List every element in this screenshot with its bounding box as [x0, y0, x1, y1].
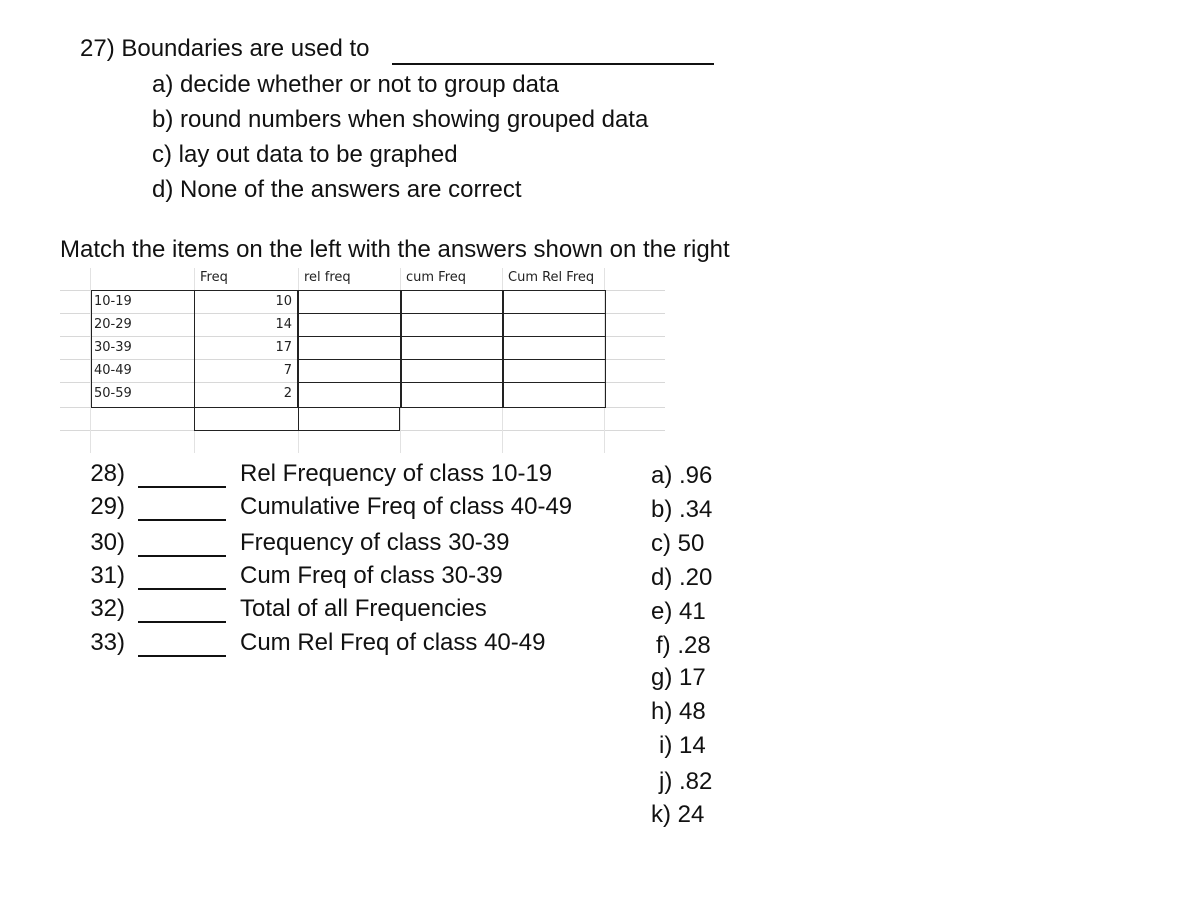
class-30-39: 30-39	[94, 340, 132, 355]
header-cum-freq: cum Freq	[406, 270, 467, 285]
cum-rel-freq-column-border	[502, 290, 606, 408]
answer-blank-32[interactable]	[138, 621, 226, 623]
class-40-49: 40-49	[94, 363, 132, 378]
answer-a: a) .96	[651, 462, 713, 489]
question-27-stem: 27) Boundaries are used to	[80, 35, 370, 62]
total-divider	[298, 407, 299, 431]
frequency-table	[60, 268, 665, 453]
item-number-29: 29)	[90, 493, 125, 520]
class-20-29: 20-29	[94, 317, 132, 332]
row-divider	[298, 336, 606, 337]
answer-blank-28[interactable]	[138, 486, 226, 488]
answer-i: i) 14	[659, 732, 706, 759]
answer-c: c) 50	[651, 530, 705, 557]
answer-blank-29[interactable]	[138, 519, 226, 521]
item-number-28: 28)	[90, 460, 125, 487]
answer-e: e) 41	[651, 598, 706, 625]
answer-blank-31[interactable]	[138, 588, 226, 590]
item-text-29: Cumulative Freq of class 40-49	[240, 493, 573, 520]
option-a: a) decide whether or not to group data	[152, 71, 559, 98]
item-text-30: Frequency of class 30-39	[240, 529, 510, 556]
option-b: b) round numbers when showing grouped data	[152, 106, 649, 133]
class-50-59: 50-59	[94, 386, 132, 401]
item-text-31: Cum Freq of class 30-39	[240, 562, 503, 589]
answer-f: f) .28	[656, 632, 711, 659]
freq-10-19: 10	[275, 294, 292, 309]
option-c: c) lay out data to be graphed	[152, 141, 458, 168]
item-number-30: 30)	[90, 529, 125, 556]
item-number-32: 32)	[90, 595, 125, 622]
freq-30-39: 17	[275, 340, 292, 355]
answer-b: b) .34	[651, 496, 713, 523]
freq-50-59: 2	[283, 386, 292, 401]
answer-blank-33[interactable]	[138, 655, 226, 657]
cum-freq-column-border	[400, 290, 504, 408]
answer-g: g) 17	[651, 664, 706, 691]
class-10-19: 10-19	[94, 294, 132, 309]
header-cum-rel-freq: Cum Rel Freq	[508, 270, 595, 285]
answer-j: j) .82	[659, 768, 713, 795]
row-divider	[298, 382, 606, 383]
freq-40-49: 7	[283, 363, 292, 378]
header-rel-freq: rel freq	[304, 270, 351, 285]
row-divider	[298, 359, 606, 360]
item-text-33: Cum Rel Freq of class 40-49	[240, 629, 546, 656]
answer-blank-30[interactable]	[138, 555, 226, 557]
answer-d: d) .20	[651, 564, 713, 591]
answer-blank-27[interactable]	[392, 63, 714, 65]
freq-20-29: 14	[275, 317, 292, 332]
answer-h: h) 48	[651, 698, 706, 725]
option-d: d) None of the answers are correct	[152, 176, 522, 203]
header-freq: Freq	[200, 270, 228, 285]
item-number-31: 31)	[90, 562, 125, 589]
match-instruction: Match the items on the left with the answers shown on the right	[60, 236, 730, 263]
total-cell	[194, 407, 400, 431]
row-divider	[298, 313, 606, 314]
item-number-33: 33)	[90, 629, 125, 656]
answer-k: k) 24	[651, 801, 705, 828]
item-text-32: Total of all Frequencies	[240, 595, 487, 622]
item-text-28: Rel Frequency of class 10-19	[240, 460, 553, 487]
rel-freq-column-border	[298, 290, 402, 408]
